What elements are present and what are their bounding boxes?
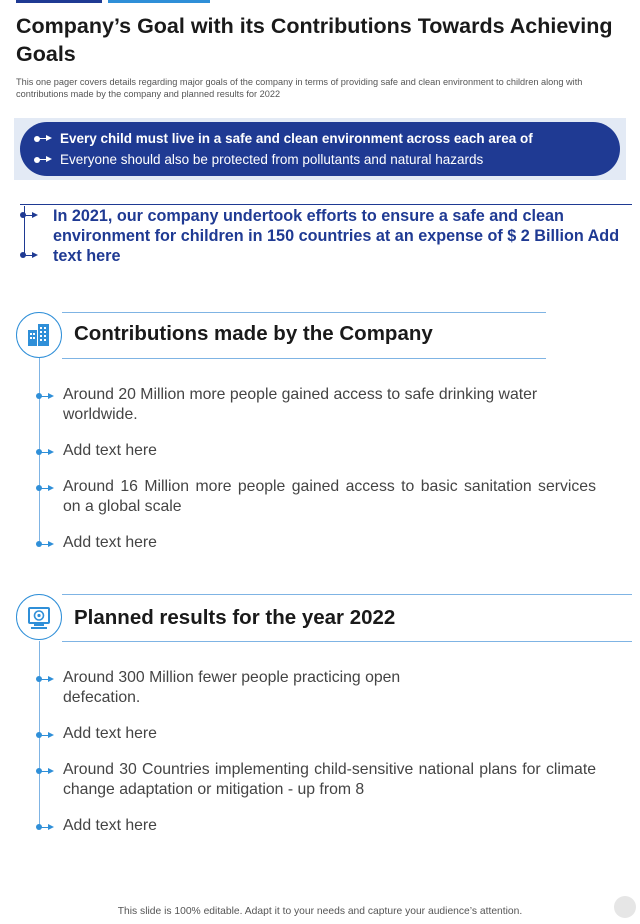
corner-decoration [614, 896, 636, 918]
top-accent-bar-light [108, 0, 210, 3]
arrow-bullet-icon [36, 391, 54, 401]
arrow-bullet-icon [36, 447, 54, 457]
planned-icon-badge [16, 594, 62, 640]
planned-heading: Planned results for the year 2022 [74, 606, 396, 629]
banner-item-text: Everyone should also be protected from pollutants and natural hazards [60, 152, 484, 167]
arrow-bullet-icon [36, 730, 54, 740]
page-title: Company’s Goal with its Contributions Towards Achieving Goals [16, 14, 613, 66]
section-divider-top [62, 594, 632, 595]
arrow-bullet-icon [36, 822, 54, 832]
highlight-top-line [20, 204, 632, 205]
page-subtitle: This one pager covers details regarding major goals of the company in terms of providing safe and clean environment to children along with contributions made by the company and planned results for 2022 [16, 77, 583, 99]
buildings-icon [25, 321, 53, 349]
contribution-item: Add text here [63, 442, 157, 459]
section-divider-bottom [62, 641, 632, 642]
arrow-bullet-icon [34, 155, 52, 165]
banner-item [34, 131, 533, 146]
arrow-bullet-icon [36, 539, 54, 549]
contributions-heading: Contributions made by the Company [74, 322, 433, 345]
contribution-item: Around 20 Million more people gained access to safe drinking water worldwide. [63, 386, 538, 423]
highlight-statement: In 2021, our company undertook efforts to ensure a safe and clean environment for children in 150 countries at an expense of $ 2 Billion Add text here [53, 207, 620, 265]
section-divider-bottom [62, 358, 546, 359]
planned-item: Around 300 Million fewer people practicing open defecation. [63, 669, 401, 706]
footer-note: This slide is 100% editable. Adapt it to your needs and capture your audience’s attention. [117, 906, 523, 917]
planned-item: Add text here [63, 725, 157, 742]
arrow-bullet-icon [20, 210, 38, 220]
target-board-icon [25, 603, 53, 631]
banner-item-text: Every child must live in a safe and clean environment across each area of [60, 131, 533, 146]
arrow-bullet-icon [36, 483, 54, 493]
arrow-bullet-icon [36, 766, 54, 776]
planned-item: Add text here [63, 817, 157, 834]
planned-item: Around 30 Countries implementing child-sensitive national plans for climate change adaptation or mitigation - up from 8 [63, 761, 596, 798]
arrow-bullet-icon [36, 674, 54, 684]
contribution-item: Add text here [63, 534, 157, 551]
contribution-item: Around 16 Million more people gained access to basic sanitation services on a global scale [63, 478, 596, 515]
contributions-icon-badge [16, 312, 62, 358]
top-accent-bar-dark [16, 0, 102, 3]
goal-banner [20, 122, 620, 176]
banner-item [34, 152, 483, 167]
arrow-bullet-icon [20, 250, 38, 260]
arrow-bullet-icon [34, 134, 52, 144]
section-divider-top [62, 312, 546, 313]
